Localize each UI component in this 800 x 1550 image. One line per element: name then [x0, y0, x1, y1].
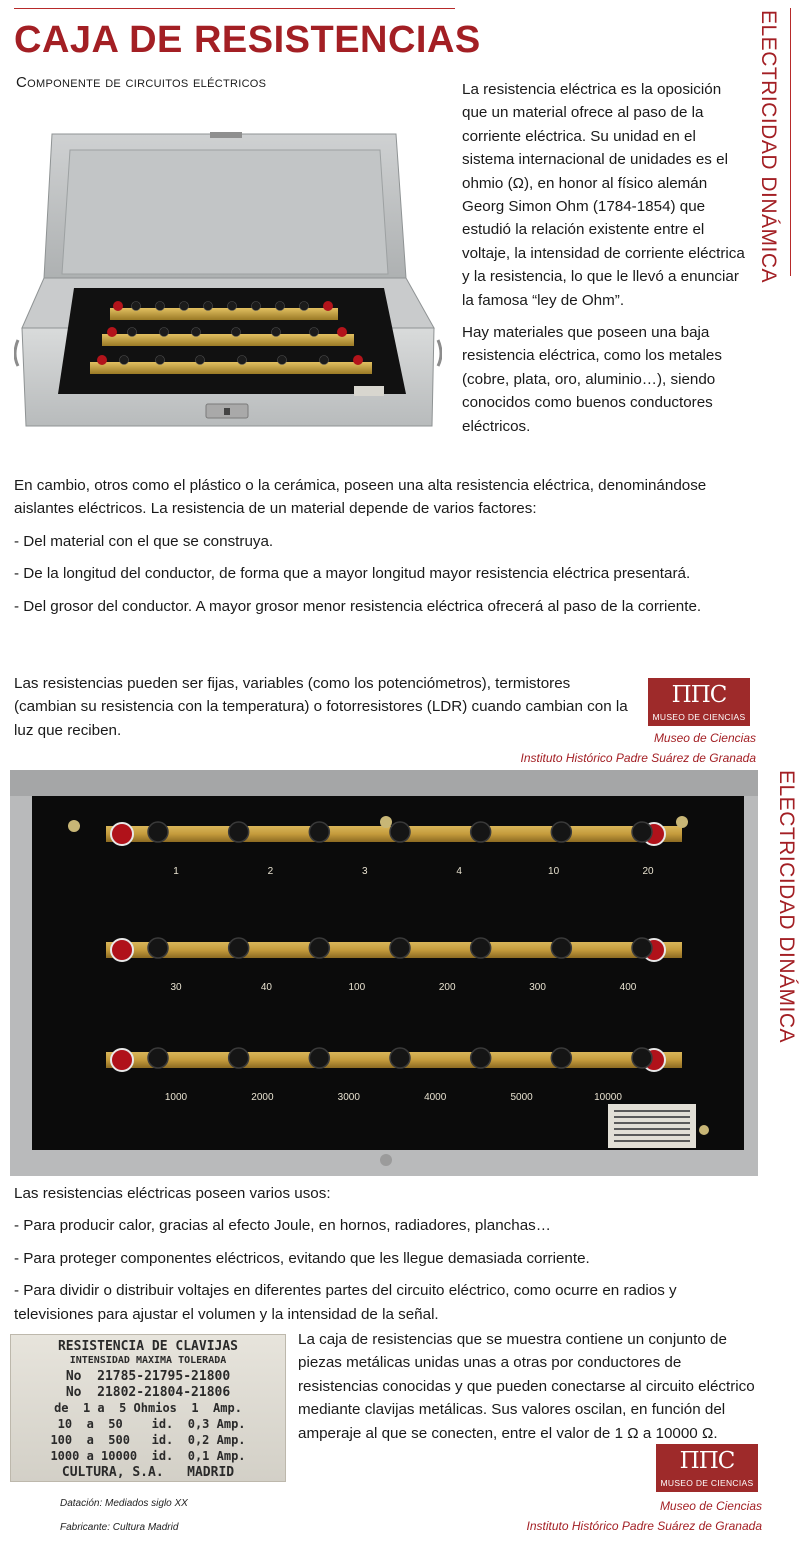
panel-value-label: 30 — [170, 982, 182, 993]
uses-intro: Las resistencias eléctricas poseen varios usos: — [14, 1185, 331, 1202]
museum-logo — [656, 1444, 758, 1492]
black-plug — [309, 938, 329, 958]
panel-value-label: 1000 — [164, 1092, 188, 1103]
use-item: - Para dividir o distribuir voltajes en diferentes partes del circuito eléctrico, como ocurre en radios y televisiones para ajustar el volumen y la intensidad de la señal. — [14, 1282, 677, 1323]
factor-item: - De la longitud del conductor, de forma que a mayor longitud mayor resistencia eléctrica presentará. — [14, 565, 691, 583]
resistance-panel-photo — [10, 770, 758, 1176]
black-plug — [229, 938, 249, 958]
museum-logo-mark: ΠΠC — [671, 682, 727, 708]
plate-line: de 1 a 5 Ohmios 1 Amp. — [54, 1401, 242, 1415]
credit-museum: Museo de Ciencias — [659, 1499, 762, 1513]
black-plug — [632, 1048, 652, 1068]
museum-logo-text: MUSEO DE CIENCIAS — [660, 1478, 754, 1488]
black-plug — [551, 822, 571, 842]
panel-value-label: 1 — [173, 866, 179, 877]
black-plug — [148, 1048, 168, 1068]
page-subtitle: Componente de circuitos eléctricos — [16, 74, 267, 91]
intro-paragraph-1: La resistencia eléctrica es la oposición que un material ofrece al paso de la corriente eléctrica. Su unidad en el sistema internacional de unidades es el ohmio (Ω), en honor al físico alemán Georg Simon Ohm (1784-1854) que estudió la relación existente entre el voltaje, la intensidad de corriente eléctrica y la resistencia, lo que le llevó a enunciar la famosa “ley de Ohm”. — [462, 81, 745, 309]
page-title: CAJA DE RESISTENCIAS — [14, 19, 481, 61]
red-terminal — [111, 823, 133, 845]
maker-note: Fabricante: Cultura Madrid — [60, 1522, 179, 1533]
panel-value-label: 4000 — [424, 1092, 447, 1103]
panel-value-label: 4 — [456, 866, 462, 877]
black-plug — [471, 1048, 491, 1068]
black-plug — [632, 938, 652, 958]
plate-line: No 21785-21795-21800 — [65, 1369, 231, 1384]
black-plug — [309, 1048, 329, 1068]
black-plug — [390, 1048, 410, 1068]
plate-line: CULTURA, S.A. MADRID — [61, 1465, 235, 1480]
panel-value-label: 2 — [267, 866, 274, 877]
museum-logo-mark: ΠΠC — [679, 1448, 735, 1474]
red-terminal — [111, 939, 133, 961]
panel-value-label: 20 — [642, 866, 654, 877]
side-rule-top — [790, 8, 791, 276]
resistor-types-paragraph: Las resistencias pueden ser fijas, variables (como los potenciómetros), termistores (cambian su resistencia con la temperatura) o fotorresistores (LDR) cuando cambian con la luz que reciben. — [14, 675, 628, 739]
credit-institute: Instituto Histórico Padre Suárez de Granada — [526, 1519, 762, 1533]
factors-intro: En cambio, otros como el plástico o la cerámica, poseen una alta resistencia eléctrica, denominándose aislantes eléctricos. La resistencia de un material depende de varios factores: — [14, 477, 707, 518]
black-plug — [471, 822, 491, 842]
panel-value-label: 3000 — [337, 1092, 360, 1103]
intro-column — [462, 78, 750, 438]
black-plug — [551, 1048, 571, 1068]
factors-block — [14, 474, 749, 627]
credit-museum: Museo de Ciencias — [653, 731, 756, 745]
red-terminal — [111, 1049, 133, 1071]
side-label-top: ELECTRICIDAD DINÁMICA — [757, 10, 780, 284]
panel-value-label: 5000 — [510, 1092, 533, 1103]
header-rule — [14, 8, 455, 9]
factor-item: - Del grosor del conductor. A mayor grosor menor resistencia eléctrica ofrecerá al paso de la corriente. — [14, 597, 702, 615]
use-item: - Para producir calor, gracias al efecto Joule, en hornos, radiadores, planchas… — [14, 1217, 551, 1235]
black-plug — [632, 822, 652, 842]
museum-logo-text: MUSEO DE CIENCIAS — [652, 712, 746, 722]
black-plug — [390, 822, 410, 842]
panel-value-label: 100 — [348, 982, 366, 993]
black-plug — [309, 822, 329, 842]
plate-line: INTENSIDAD MAXIMA TOLERADA — [69, 1355, 227, 1366]
plate-line: 100 a 500 id. 0,2 Amp. — [50, 1433, 246, 1447]
black-plug — [229, 822, 249, 842]
black-plug — [471, 938, 491, 958]
description-paragraph: La caja de resistencias que se muestra contiene un conjunto de piezas metálicas unidas unas a otras por conductores de resistencias conocidas y que pueden conectarse al circuito eléctrico mediante clavijas metálicas. Sus valores oscilan, en función del amperaje al que se conecten, entre el valor de 1 Ω a 10000 Ω. — [298, 1331, 755, 1442]
plate-line: No 21802-21804-21806 — [65, 1385, 231, 1400]
panel-value-label: 2000 — [251, 1092, 274, 1103]
panel-value-label: 400 — [619, 982, 637, 993]
dating-note: Datación: Mediados siglo XX — [60, 1498, 188, 1509]
panel-value-label: 40 — [260, 982, 272, 993]
panel-value-label: 3 — [362, 866, 368, 877]
side-label-bottom: ELECTRICIDAD DINÁMICA — [775, 770, 798, 1044]
panel-value-label: 200 — [438, 982, 456, 993]
plate-line: 10 a 50 id. 0,3 Amp. — [50, 1417, 246, 1431]
use-item: - Para proteger componentes eléctricos, evitando que les llegue demasiada corriente. — [14, 1249, 590, 1267]
plate-line: 1000 a 10000 id. 0,1 Amp. — [50, 1449, 246, 1463]
black-plug — [551, 938, 571, 958]
museum-logo — [648, 678, 750, 726]
factor-item: - Del material con el que se construya. — [14, 532, 274, 550]
identification-plate-photo — [10, 1334, 286, 1482]
panel-value-label: 300 — [529, 982, 546, 993]
black-plug — [229, 1048, 249, 1068]
black-plug — [148, 822, 168, 842]
panel-value-label: 10 — [548, 866, 560, 877]
panel-value-label: 10000 — [594, 1092, 622, 1103]
black-plug — [148, 938, 168, 958]
resistance-box-photo — [14, 128, 442, 458]
intro-paragraph-2: Hay materiales que poseen una baja resistencia eléctrica, como los metales (cobre, plata, oro, aluminio…), siendo conocidos como buenos conductores eléctricos. — [462, 324, 722, 435]
black-plug — [390, 938, 410, 958]
uses-block — [14, 1182, 754, 1326]
plate-line: RESISTENCIA DE CLAVIJAS — [57, 1339, 238, 1354]
credit-institute: Instituto Histórico Padre Suárez de Granada — [520, 751, 756, 765]
